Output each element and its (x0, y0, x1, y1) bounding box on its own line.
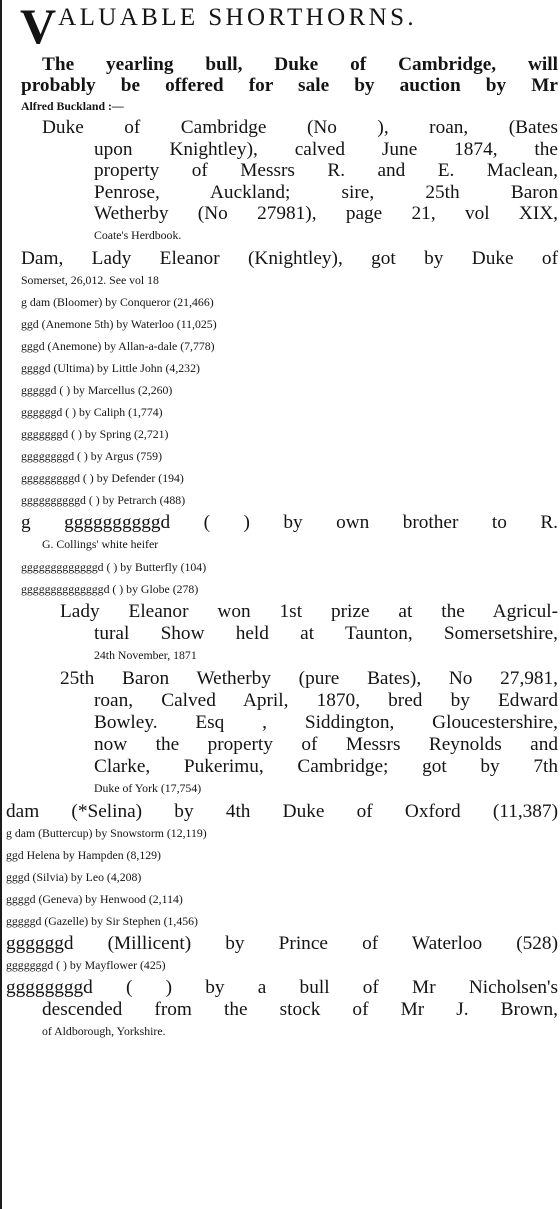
note-line-1: Lady Eleanor won 1st prize at the Agricul- (60, 601, 558, 622)
pedigree-line: gggd (Silvia) by Leo (4,208) (6, 870, 142, 884)
headline-initial: V (20, 0, 57, 54)
sire-line-5: Clarke, Pukerimu, Cambridge; got by 7th (94, 756, 558, 777)
pedigree-line: gggggggggd ( ) by Defender (194) (21, 471, 184, 485)
headline-text: ALUABLE SHORTHORNS. (58, 4, 418, 31)
bull-line-5: Wetherby (No 27981), page 21, vol XIX, (94, 203, 558, 224)
pedigree-line: dam (*Selina) by 4th Duke of Oxford (11,387) (6, 801, 558, 822)
pedigree-line: gggd (Anemone) by Allan-a-dale (7,778) (21, 339, 215, 353)
headline (20, 0, 560, 54)
sire-line-3: Bowley. Esq , Siddington, Gloucestershire, (94, 712, 558, 733)
pedigree-line: ggggd (Ultima) by Little John (4,232) (21, 361, 200, 375)
pedigree-line: gggggd ( ) by Marcellus (2,260) (21, 383, 173, 397)
intro-line-1: The yearling bull, Duke of Cambridge, will (42, 54, 558, 75)
dam-line-1: Dam, Lady Eleanor (Knightley), got by Duke of (21, 248, 558, 269)
bull-line-6: Coate's Herdbook. (94, 228, 182, 242)
bull-line-2: upon Knightley), calved June 1874, the (94, 139, 558, 160)
pedigree-line: g dam (Bloomer) by Conqueror (21,466) (21, 295, 214, 309)
pedigree-line: gggggd (Gazelle) by Sir Stephen (1,456) (6, 914, 198, 928)
pedigree-line: ggggggggd ( ) by a bull of Mr Nicholsen's (6, 977, 558, 998)
bull-line-3: property of Messrs R. and E. Maclean, (94, 160, 558, 181)
intro-line-3: Alfred Buckland :— (21, 99, 124, 113)
pedigree-line: g ggggggggggd ( ) by own brother to R. (21, 512, 558, 533)
note-line-3: 24th November, 1871 (94, 648, 197, 662)
pedigree-line: ggggggggd ( ) by Argus (759) (21, 449, 163, 463)
sire-line-2: roan, Calved April, 1870, bred by Edward (94, 690, 558, 711)
note-line-2: tural Show held at Taunton, Somersetshire, (94, 623, 558, 644)
pedigree-line: gggggggd ( ) by Spring (2,721) (21, 427, 169, 441)
pedigree-line: gggggggd ( ) by Mayflower (425) (6, 958, 166, 972)
pedigree-line: ggggggd (Millicent) by Prince of Waterloo (528) (6, 933, 558, 954)
pedigree-line: g dam (Buttercup) by Snowstorm (12,119) (6, 826, 207, 840)
pedigree-line: ggggggggggd ( ) by Petrarch (488) (21, 493, 186, 507)
pedigree-line: ggggggggggggggd ( ) by Globe (278) (21, 582, 199, 596)
sire-line-6: Duke of York (17,754) (94, 781, 202, 795)
bull-line-1: Duke of Cambridge (No ), roan, (Bates (42, 117, 558, 138)
pedigree-line-continued: of Aldborough, Yorkshire. (42, 1024, 166, 1038)
pedigree-line: ggggggd ( ) by Caliph (1,774) (21, 405, 163, 419)
sire-line-1: 25th Baron Wetherby (pure Bates), No 27,981, (60, 668, 558, 689)
bull-line-4: Penrose, Auckland; sire, 25th Baron (94, 182, 558, 203)
pedigree-line: ggd (Anemone 5th) by Waterloo (11,025) (21, 317, 217, 331)
pedigree-line: ggd Helena by Hampden (8,129) (6, 848, 161, 862)
pedigree-line: gggggggggggggd ( ) by Butterfly (104) (21, 560, 207, 574)
pedigree-line: ggggd (Geneva) by Henwood (2,114) (6, 892, 183, 906)
dam-line-2: Somerset, 26,012. See vol 18 (21, 273, 159, 287)
pedigree-line-continued: descended from the stock of Mr J. Brown, (42, 999, 558, 1020)
intro-line-2: probably be offered for sale by auction by Mr (21, 75, 558, 96)
pedigree-line-continued: G. Collings' white heifer (42, 537, 159, 551)
sire-line-4: now the property of Messrs Reynolds and (94, 734, 558, 755)
